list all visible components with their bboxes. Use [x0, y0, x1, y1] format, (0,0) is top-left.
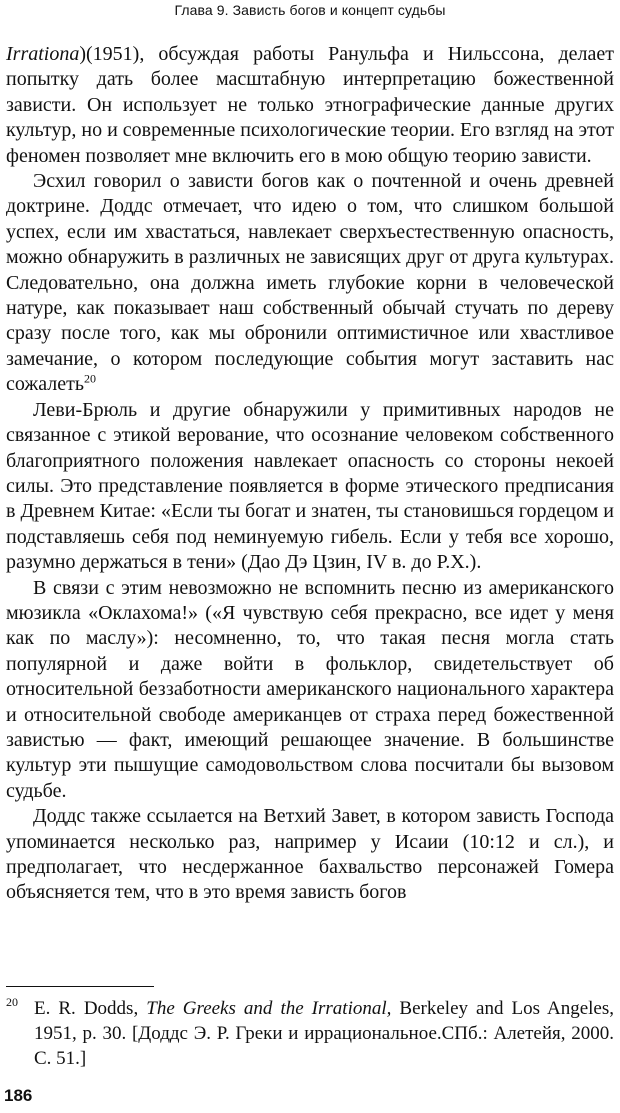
paragraph-5 — [6, 804, 614, 906]
paragraph-3 — [6, 398, 614, 576]
footnote — [6, 996, 614, 1071]
footnote-title: The Greeks and the Irrational, — [146, 998, 392, 1019]
paragraph-2 — [6, 169, 614, 398]
paragraph-5-text: Доддс также ссылается на Ветхий Завет, в котором зависть Господа упоминается несколько раз, например у Исаии (10:12 и сл.), и предполагает, что несдержанное бахвальство персонажей Гомера объясняется тем, что в это время зависть богов — [6, 805, 614, 904]
paragraph-3-text: Леви-Брюль и другие обнаружили у примитивных народов не связанное с этикой верование, что осознание человеком собственного благоприятного положения навлекает опасность со стороны некоей силы. Это представление появляется в форме этического предписания в Древнем Китае: «Если ты богат и знатен, ты становишься гордецом и подставляешь себя под неминуемую гибель. Если у тебя все хорошо, разумно держаться в тени» (Дао Дэ Цзин, IV в. до Р.Х.). — [6, 398, 614, 574]
footnote-reference: 20 — [83, 371, 96, 386]
paragraph-4 — [6, 576, 614, 805]
page-number: 186 — [4, 1086, 33, 1105]
paragraph-1-text: )(1951), обсуждая работы Ранульфа и Нильссона, делает попытку дать более масштабную интерпретацию божественной зависти. Он использует не только этнографические данные других культур, но и современные психологические теории. Его взгляд на этот феномен позволяет мне включить его в мою общую теорию зависти. — [6, 43, 614, 167]
paragraph-2-text: Эсхил говорил о зависти богов как о почтенной и очень древней доктрине. Доддс отмечает, что идею о том, что слишком большой успех, если им хвастаться, навлекает сверхъестественную опасность, можно обнаружить в различных не зависящих друг от друга культурах. Следовательно, она должна иметь глубокие корни в человеческой натуре, как показывает наш собственный обычай стучать по дереву сразу после того, как мы обронили оптимистичное или хвастливое замечание, о котором последующие события могут заставить нас сожалеть — [6, 170, 614, 396]
footnote-body — [34, 996, 614, 1071]
running-head: Глава 9. Зависть богов и концепт судьбы — [174, 2, 446, 18]
body-text — [6, 42, 614, 906]
footnote-divider — [6, 986, 154, 987]
footnote-rest: Berkeley and Los Angeles, 1951, p. 30. [Доддс Э. Р. Греки и иррациональное.СПб.: Алетейя, 2000. С. 51.] — [34, 998, 614, 1069]
footnote-number: 20 — [6, 995, 18, 1009]
paragraph-1-italic-lead: Irrationa — [6, 43, 80, 65]
paragraph-4-text: В связи с этим невозможно не вспомнить песню из американского мюзикла «Оклахома!» («Я чувствую себя прекрасно, все идет у меня как по маслу»): несомненно, то, что такая песня могла стать популярной и даже войти в фольклор, свидетельствует об относительной беззаботности американского национального характера и относительной свободе американцев от страха перед божественной завистью — факт, имеющий решающее значение. В большинстве культур эти пышущие самодовольством слова посчитали бы вызовом судьбе. — [6, 576, 614, 802]
footnote-author: E. R. Dodds, — [34, 998, 139, 1019]
paragraph-1 — [6, 42, 614, 169]
